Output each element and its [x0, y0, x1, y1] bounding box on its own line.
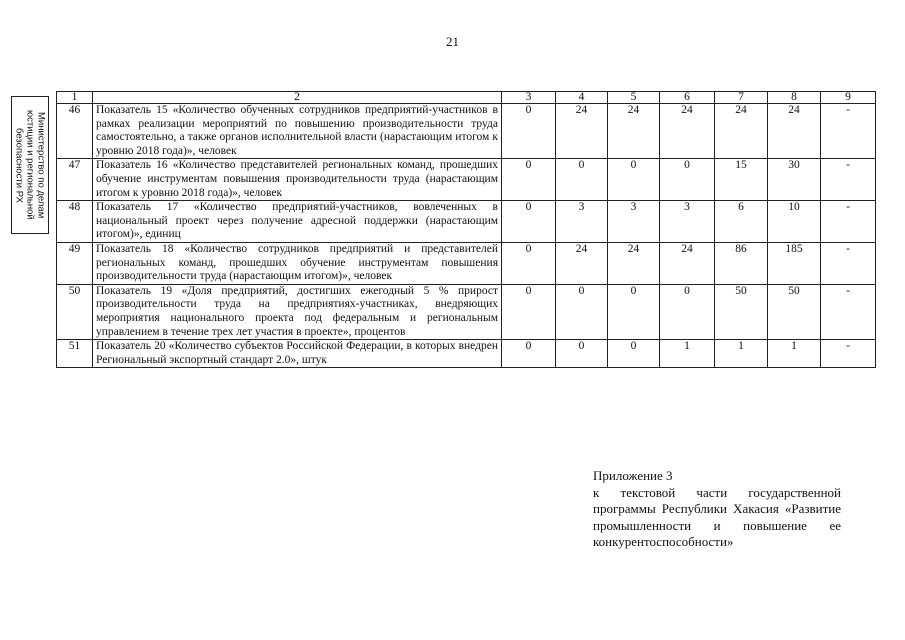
value-cell: 6 — [715, 201, 768, 243]
value-cell: 50 — [768, 284, 821, 339]
value-cell: 3 — [556, 201, 608, 243]
value-cell: - — [821, 201, 876, 243]
table-row — [57, 104, 876, 159]
row-number: 50 — [57, 284, 93, 339]
value-cell: - — [821, 159, 876, 201]
table-row — [57, 340, 876, 368]
value-cell: 30 — [768, 159, 821, 201]
value-cell: 0 — [502, 284, 556, 339]
column-header: 4 — [556, 92, 608, 104]
value-cell: 1 — [660, 340, 715, 368]
column-header: 2 — [93, 92, 502, 104]
row-number: 49 — [57, 242, 93, 284]
value-cell: 0 — [502, 340, 556, 368]
value-cell: 0 — [502, 201, 556, 243]
column-header: 6 — [660, 92, 715, 104]
value-cell: 24 — [768, 104, 821, 159]
value-cell: 0 — [660, 284, 715, 339]
value-cell: - — [821, 104, 876, 159]
value-cell: 3 — [660, 201, 715, 243]
column-header: 7 — [715, 92, 768, 104]
value-cell: 10 — [768, 201, 821, 243]
value-cell: 0 — [608, 340, 660, 368]
indicator-name: Показатель 16 «Количество представителей региональных команд, прошедших обучение инструментам повышения производительности труда (нарастающим итогом к уровню 2018 года)», человек — [93, 159, 502, 201]
page-number: 21 — [446, 34, 459, 49]
value-cell: 50 — [715, 284, 768, 339]
value-cell: 0 — [660, 159, 715, 201]
row-number: 46 — [57, 104, 93, 159]
value-cell: 1 — [768, 340, 821, 368]
value-cell: 24 — [556, 242, 608, 284]
value-cell: 15 — [715, 159, 768, 201]
column-header: 5 — [608, 92, 660, 104]
column-header: 9 — [821, 92, 876, 104]
value-cell: 0 — [608, 284, 660, 339]
column-header: 8 — [768, 92, 821, 104]
indicator-name: Показатель 18 «Количество сотрудников предприятий и представителей региональных команд, прошедших обучение инструментам повышения производительности труда (нарастающим итогом)», человек — [93, 242, 502, 284]
value-cell: 185 — [768, 242, 821, 284]
row-number: 51 — [57, 340, 93, 368]
appendix-body: к текстовой части государственной программы Республики Хакасия «Развитие промышленности и повышение ее конкурентоспособности» — [593, 484, 841, 549]
registration-stamp — [11, 96, 49, 234]
indicator-name: Показатель 20 «Количество субъектов Российской Федерации, в которых внедрен Региональный экспортный стандарт 2.0», штук — [93, 340, 502, 368]
value-cell: - — [821, 340, 876, 368]
row-number: 47 — [57, 159, 93, 201]
row-number: 48 — [57, 201, 93, 243]
value-cell: 24 — [608, 242, 660, 284]
value-cell: - — [821, 242, 876, 284]
value-cell: 24 — [660, 104, 715, 159]
stamp-text: Министерство по делам юстиции и региональной безопасности РХ — [13, 110, 47, 220]
value-cell: 24 — [660, 242, 715, 284]
indicator-name: Показатель 17 «Количество предприятий-участников, вовлеченных в национальный проект через получение адресной поддержки (нарастающим итогом)», единиц — [93, 201, 502, 243]
column-header: 3 — [502, 92, 556, 104]
appendix-note — [593, 468, 841, 551]
indicator-name: Показатель 15 «Количество обученных сотрудников предприятий-участников в рамках реализации мероприятий по повышению производительности труда самостоятельно, а также органов исполнительной власти (нарастающим итогом к уровню 2018 года)», человек — [93, 104, 502, 159]
value-cell: 0 — [556, 159, 608, 201]
table-header-row — [57, 92, 876, 104]
appendix-title: Приложение 3 — [593, 468, 673, 483]
indicators-table — [56, 91, 876, 368]
column-header: 1 — [57, 92, 93, 104]
value-cell: 24 — [715, 104, 768, 159]
value-cell: 0 — [502, 104, 556, 159]
table-row — [57, 201, 876, 243]
value-cell: 86 — [715, 242, 768, 284]
table-row — [57, 159, 876, 201]
value-cell: 24 — [556, 104, 608, 159]
value-cell: 1 — [715, 340, 768, 368]
table-row — [57, 242, 876, 284]
value-cell: 0 — [608, 159, 660, 201]
value-cell: - — [821, 284, 876, 339]
value-cell: 0 — [502, 159, 556, 201]
value-cell: 0 — [556, 284, 608, 339]
value-cell: 3 — [608, 201, 660, 243]
indicator-name: Показатель 19 «Доля предприятий, достигших ежегодный 5 % прирост производительности труда на предприятиях-участниках, внедряющих мероприятия национального проекта под федеральным и региональным управлением в течение трех лет участия в проекте», процентов — [93, 284, 502, 339]
value-cell: 0 — [502, 242, 556, 284]
value-cell: 24 — [608, 104, 660, 159]
table-row — [57, 284, 876, 339]
value-cell: 0 — [556, 340, 608, 368]
